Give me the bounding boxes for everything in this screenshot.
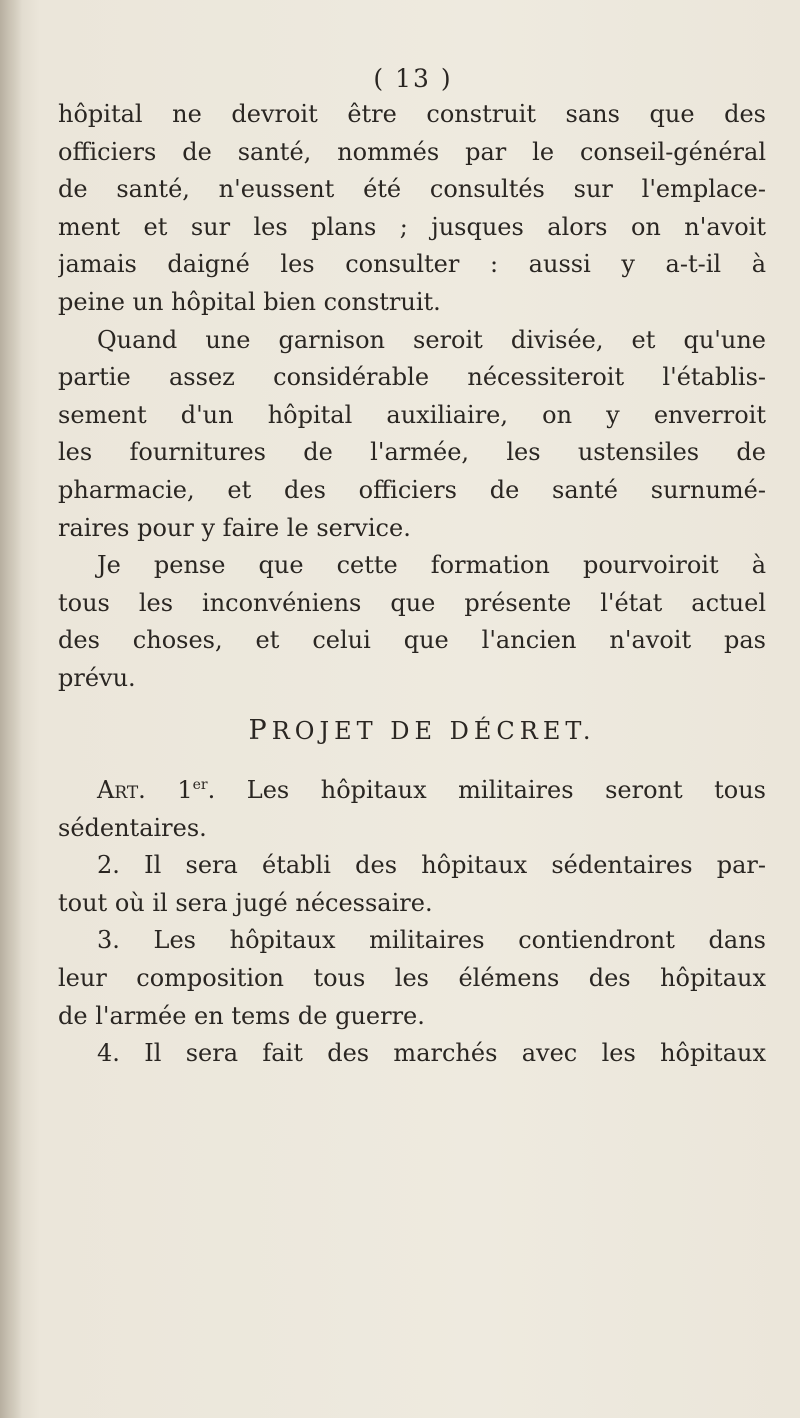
text-line: hôpital ne devroit être construit sans que des	[58, 100, 766, 128]
text-line: sement d'un hôpital auxiliaire, on y enverroit	[58, 400, 766, 429]
text-line: partie assez considérable nécessiteroit l'établis-	[58, 363, 766, 392]
article-number: 1	[177, 776, 193, 805]
article-label: Art.	[97, 776, 146, 805]
text-line: pharmacie, et des officiers de santé surnumé-	[58, 475, 766, 504]
article-line	[58, 772, 766, 810]
text-line: Quand une garnison seroit divisée, et qu'une	[97, 325, 766, 354]
article-line: de l'armée en tems de guerre.	[58, 1001, 425, 1030]
article-superscript: er	[192, 777, 208, 794]
text-line: officiers de santé, nommés par le conseil-général	[58, 137, 766, 166]
article-text: . Les hôpitaux militaires seront tous	[207, 776, 766, 805]
page-binding-shadow	[0, 0, 22, 1418]
page-body	[58, 96, 766, 1073]
text-line: Je pense que cette formation pourvoiroit à	[97, 551, 766, 580]
text-line: raires pour y faire le service.	[58, 513, 411, 542]
text-line: jamais daigné les consulter : aussi y a-t-il à	[58, 250, 766, 279]
page-number: ( 13 )	[373, 64, 453, 93]
article-line: 3. Les hôpitaux militaires contiendront dans	[97, 926, 766, 955]
article-line: 2. Il sera établi des hôpitaux sédentaires par-	[97, 851, 766, 880]
heading-rest: ROJET DE DÉCRET.	[271, 716, 596, 745]
section-heading	[58, 712, 766, 751]
text-line: prévu.	[58, 663, 136, 692]
article-line: sédentaires.	[58, 813, 207, 842]
article-line: tout où il sera jugé nécessaire.	[58, 888, 433, 917]
text-line: des choses, et celui que l'ancien n'avoit pas	[58, 626, 766, 655]
text-line: les fournitures de l'armée, les ustensiles de	[58, 438, 766, 467]
text-line: ment et sur les plans ; jusques alors on n'avoit	[58, 212, 766, 241]
article-line: leur composition tous les élémens des hôpitaux	[58, 964, 766, 993]
text-line: de santé, n'eussent été consultés sur l'emplace-	[58, 175, 766, 204]
article-line: 4. Il sera fait des marchés avec les hôpitaux	[97, 1039, 766, 1068]
text-line: peine un hôpital bien construit.	[58, 287, 441, 316]
heading-initial: P	[248, 714, 272, 746]
text-line: tous les inconvéniens que présente l'état actuel	[58, 588, 766, 617]
